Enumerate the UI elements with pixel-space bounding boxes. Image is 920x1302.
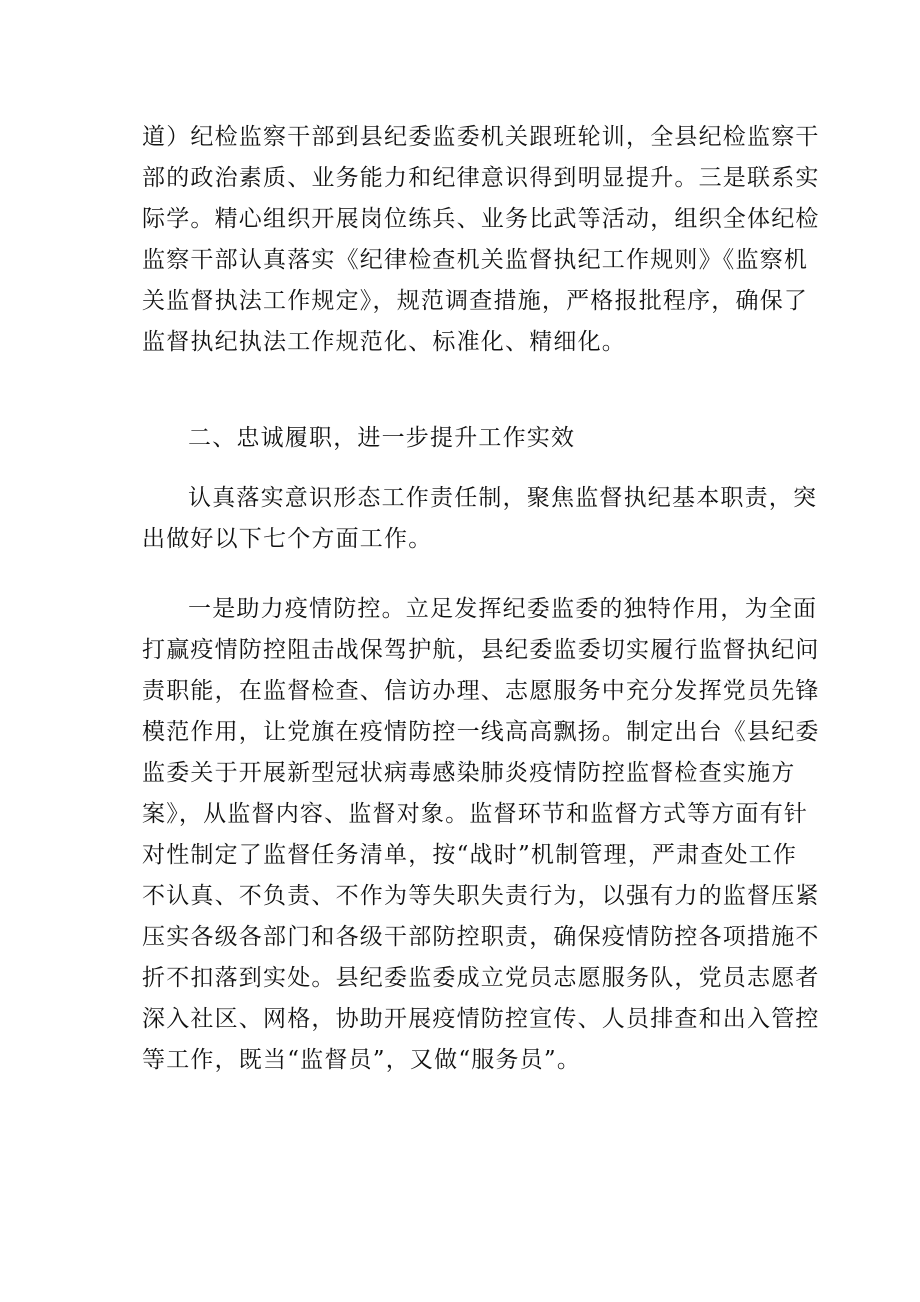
text-line: 监委关于开展新型冠状病毒感染肺炎疫情防控监督检查实施方 — [142, 760, 796, 786]
text-line: 不认真、不负责、不作为等失职失责行为，以强有力的监督压紧 — [142, 883, 820, 909]
text-line: 认真落实意识形态工作责任制，聚焦监督执纪基本职责，突 — [188, 485, 818, 511]
text-line: 道）纪检监察干部到县纪委监委机关跟班轮训，全县纪检监察干 — [142, 124, 820, 150]
paragraph-3 — [142, 589, 820, 1081]
text-line: 案》，从监督内容、监督对象。监督环节和监督方式等方面有针 — [142, 801, 809, 827]
text-line: 一是助力疫情防控。立足发挥纪委监委的独特作用，为全面 — [188, 596, 818, 622]
text-line: 对性制定了监督任务清单，按“战时”机制管理，严肃查处工作 — [142, 842, 798, 868]
heading-text: 二、忠诚履职，进一步提升工作实效 — [188, 425, 576, 451]
paragraph-2 — [142, 478, 818, 560]
text-line: 压实各级各部门和各级干部防控职责，确保疫情防控各项措施不 — [142, 924, 820, 950]
text-line: 监督执纪执法工作规范化、标准化、精细化。 — [142, 329, 626, 355]
text-line: 部的政治素质、业务能力和纪律意识得到明显提升。三是联系实 — [142, 165, 820, 191]
text-line: 责职能，在监督检查、信访办理、志愿服务中充分发挥党员先锋 — [142, 678, 820, 704]
text-line: 折不扣落到实处。县纪委监委成立党员志愿服务队，党员志愿者 — [142, 965, 820, 991]
text-line: 际学。精心组织开展岗位练兵、业务比武等活动，组织全体纪检 — [142, 206, 820, 232]
section-heading — [142, 418, 782, 459]
text-line: 等工作，既当“监督员”，又做“服务员”。 — [142, 1047, 582, 1073]
text-line: 打赢疫情防控阻击战保驾护航，县纪委监委切实履行监督执纪问 — [142, 637, 820, 663]
text-line: 模范作用，让党旗在疫情防控一线高高飘扬。制定出台《县纪委 — [142, 719, 820, 745]
paragraph-1 — [142, 117, 820, 363]
text-line: 监察干部认真落实《纪律检查机关监督执纪工作规则》《监察机 — [142, 247, 809, 273]
text-line: 关监督执法工作规定》，规范调查措施，严格报批程序，确保了 — [142, 288, 809, 314]
text-line: 出做好以下七个方面工作。 — [142, 526, 433, 552]
text-line: 深入社区、网格，协助开展疫情防控宣传、人员排查和出入管控 — [142, 1006, 820, 1032]
